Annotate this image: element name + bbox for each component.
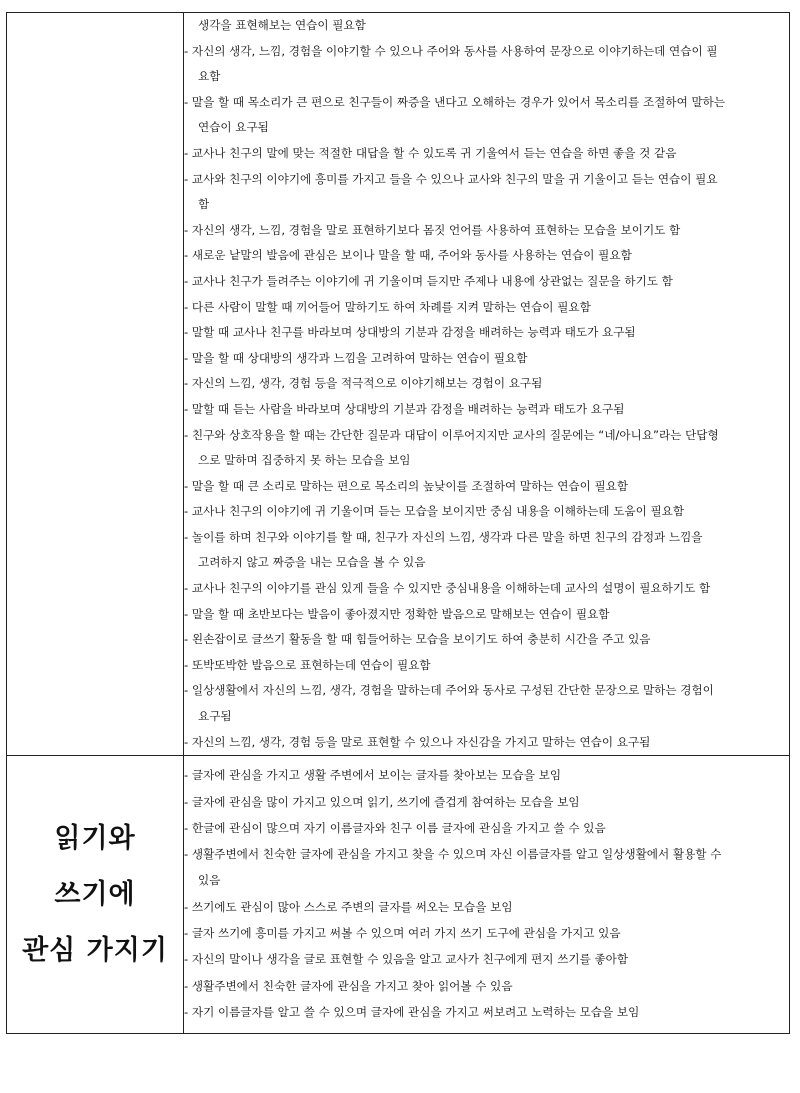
- text-line: - 자신의 말이나 생각을 글로 표현할 수 있음을 알고 교사가 친구에게 편지 쓰기를 좋아함: [184, 952, 629, 967]
- text-line: - 쓰기에도 관심이 많아 스스로 주변의 글자를 써오는 모습을 보임: [184, 899, 513, 914]
- text-line: 요함: [198, 69, 221, 84]
- text-line: - 또박또박한 발음으로 표현하는데 연습이 필요함: [184, 657, 431, 672]
- table-row: [7, 13, 790, 756]
- text-line: - 말할 때 듣는 사람을 바라보며 상대방의 기분과 감정을 배려하는 능력과 태도가 요구됨: [184, 401, 625, 416]
- table-row: [7, 756, 790, 1034]
- text-line: - 자신의 생각, 느낌, 경험을 말로 표현하기보다 몸짓 언어를 사용하여 표현하는 모습을 보이기도 함: [184, 222, 681, 237]
- text-line: - 놀이를 하며 친구와 이야기를 할 때, 친구가 자신의 느낌, 생각과 다른 말을 하면 친구의 감정과 느낌을: [184, 529, 703, 544]
- text-line: 요구됨: [198, 709, 232, 724]
- text-line: - 말할 때 교사나 친구를 바라보며 상대방의 기분과 감정을 배려하는 능력과 태도가 요구됨: [184, 325, 636, 340]
- text-line: 함: [198, 197, 210, 212]
- text-line: - 새로운 낱말의 발음에 관심은 보이나 말을 할 때, 주어와 동사를 사용하는 연습이 필요함: [184, 248, 632, 263]
- text-line: - 글자 쓰기에 흥미를 가지고 써볼 수 있으며 여러 가지 쓰기 도구에 관심을 가지고 있음: [184, 926, 621, 940]
- content-cell: [184, 756, 790, 1034]
- text-line: - 왼손잡이로 글쓰기 활동을 할 때 힘들어하는 모습을 보이기도 하여 충분히 시간을 주고 있음: [184, 632, 651, 647]
- text-line: - 한글에 관심이 많으며 자기 이름글자와 친구 이름 글자에 관심을 가지고 쓸 수 있음: [184, 820, 606, 835]
- text-line: - 다른 사람이 말할 때 끼어들어 말하기도 하여 차례를 지켜 말하는 연습이 필요함: [184, 299, 591, 314]
- text-line: - 친구와 상호작용을 할 때는 간단한 질문과 대답이 이루어지지만 교사의 질문에는 “네/아니요”라는 단답형: [184, 427, 719, 442]
- text-line: 있음: [198, 873, 221, 888]
- category-cell-empty: [7, 13, 184, 756]
- text-line: 생각을 표현해보는 연습이 필요함: [198, 18, 366, 32]
- text-line: 고려하지 않고 짜증을 내는 모습을 볼 수 있음: [198, 555, 426, 570]
- text-line: - 생활주변에서 친숙한 글자에 관심을 가지고 찾을 수 있으며 자신 이름글자를 알고 일상생활에서 활용할 수: [184, 847, 722, 862]
- text-line: - 글자에 관심을 많이 가지고 있으며 읽기, 쓰기에 즐겁게 참여하는 모습을 보임: [184, 794, 580, 809]
- text-line: - 자신의 느낌, 생각, 경험 등을 말로 표현할 수 있으나 자신감을 가지고 말하는 연습이 요구됨: [184, 734, 651, 749]
- category-title-line: 읽기와: [54, 822, 136, 854]
- text-line: - 말을 할 때 초반보다는 발음이 좋아졌지만 정확한 발음으로 말해보는 연습이 필요함: [184, 606, 610, 621]
- text-line: - 교사와 친구의 이야기에 흥미를 가지고 들을 수 있으나 교사와 친구의 말을 귀 기울이고 듣는 연습이 필요: [184, 171, 718, 186]
- text-line: - 말을 할 때 목소리가 큰 편으로 친구들이 짜증을 낸다고 오해하는 경우가 있어서 목소리를 조절하여 말하는: [184, 94, 726, 109]
- category-title-line: 관심 가지기: [22, 934, 168, 966]
- text-line: - 말을 할 때 상대방의 생각과 느낌을 고려하여 말하는 연습이 필요함: [184, 350, 528, 365]
- category-title-line: 쓰기에: [54, 878, 136, 910]
- text-line: - 생활주변에서 친숙한 글자에 관심을 가지고 찾아 읽어볼 수 있음: [184, 978, 513, 993]
- text-line: 연습이 요구됨: [198, 120, 269, 135]
- text-line: - 교사나 친구의 이야기에 귀 기울이며 듣는 모습을 보이지만 중심 내용을 이해하는데 도움이 필요함: [184, 504, 685, 519]
- text-line: - 교사나 친구의 말에 맞는 적절한 대답을 할 수 있도록 귀 기울여서 듣는 연습을 하면 좋을 것 같음: [184, 145, 677, 160]
- text-line: 으로 말하며 집중하지 못 하는 모습을 보임: [198, 453, 411, 468]
- text-line: - 글자에 관심을 가지고 생활 주변에서 보이는 글자를 찾아보는 모습을 보임: [184, 768, 562, 783]
- text-line: - 교사나 친구의 이야기를 관심 있게 들을 수 있지만 중심내용을 이해하는데 교사의 설명이 필요하기도 함: [184, 581, 711, 596]
- text-line: - 교사나 친구가 들려주는 이야기에 귀 기울이며 듣지만 주제나 내용에 상관없는 질문을 하기도 함: [184, 273, 673, 288]
- content-cell: [184, 13, 790, 756]
- observation-table: [6, 12, 790, 1034]
- text-line: - 말을 할 때 큰 소리로 말하는 편으로 목소리의 높낮이를 조절하여 말하는 연습이 필요함: [184, 478, 629, 493]
- text-line: - 자신의 느낌, 생각, 경험 등을 적극적으로 이야기해보는 경험이 요구됨: [184, 376, 543, 391]
- text-line: - 자신의 생각, 느낌, 경험을 이야기할 수 있으나 주어와 동사를 사용하여 문장으로 이야기하는데 연습이 필: [184, 43, 718, 58]
- category-cell: [7, 756, 184, 1034]
- text-line: - 일상생활에서 자신의 느낌, 생각, 경험을 말하는데 주어와 동사로 구성된 간단한 문장으로 말하는 경험이: [184, 683, 714, 698]
- text-line: - 자기 이름글자를 알고 쓸 수 있으며 글자에 관심을 가지고 써보려고 노력하는 모습을 보임: [184, 1004, 640, 1019]
